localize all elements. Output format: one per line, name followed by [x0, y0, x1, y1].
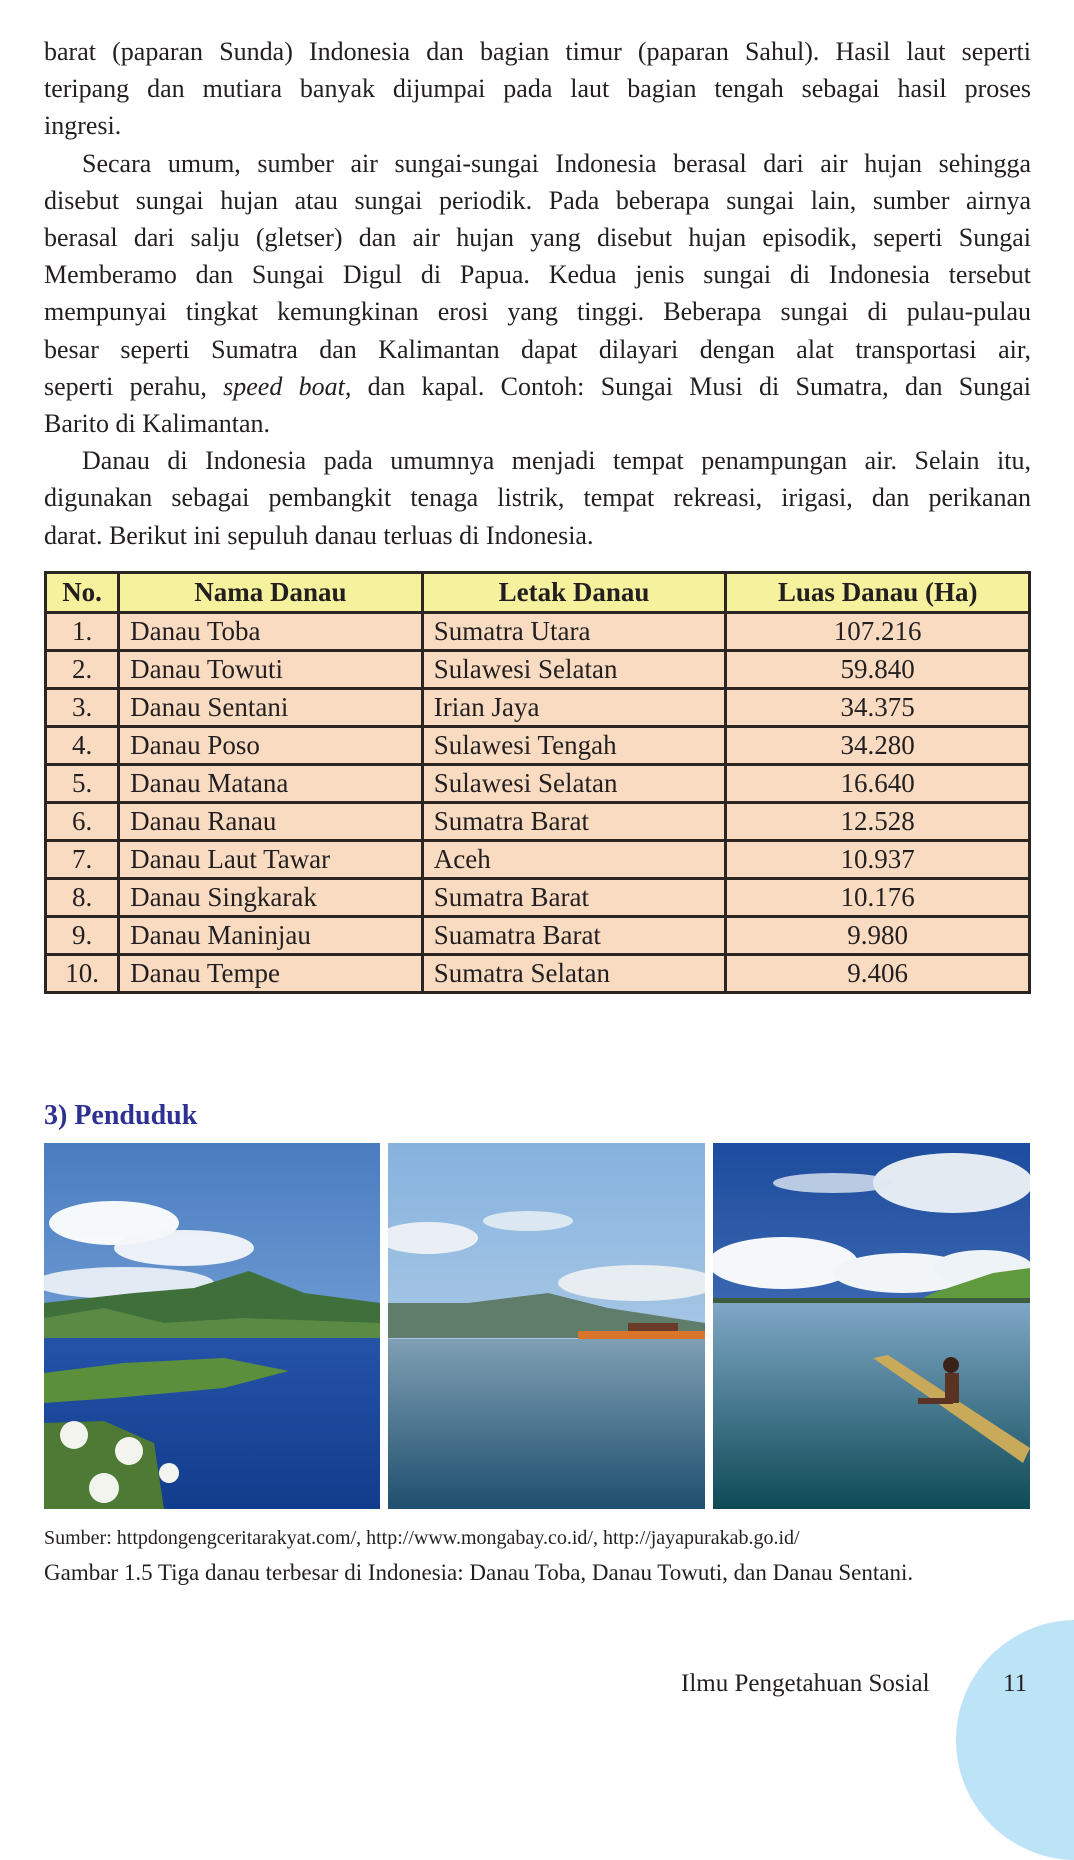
cell-area: 9.406 — [726, 955, 1030, 993]
text-line: teripang dan mutiara banyak dijumpai pada laut bagian tengah sebagai hasil proses — [44, 74, 1031, 104]
cell-name: Danau Singkarak — [119, 879, 423, 917]
figure-caption: Gambar 1.5 Tiga danau terbesar di Indonesia: Danau Toba, Danau Towuti, dan Danau Sentani. — [44, 1560, 914, 1585]
cell-location: Sulawesi Selatan — [422, 651, 726, 689]
lakes-table — [44, 571, 1031, 994]
text-line: Barito di Kalimantan. — [44, 409, 271, 439]
text-line: Memberamo dan Sungai Digul di Papua. Kedua jenis sungai di Indonesia tersebut — [44, 260, 1031, 290]
table-row — [46, 803, 1030, 841]
text-fragment: seperti perahu, — [44, 371, 224, 401]
cell-no: 10. — [46, 955, 119, 993]
table-header-row — [46, 573, 1030, 613]
text-line — [44, 368, 1031, 405]
header-name: Nama Danau — [119, 573, 423, 613]
cell-area: 59.840 — [726, 651, 1030, 689]
cell-area: 12.528 — [726, 803, 1030, 841]
cell-location: Sumatra Utara — [422, 613, 726, 651]
page-number-circle — [956, 1620, 1074, 1860]
paragraph-2 — [44, 145, 1031, 443]
table-row — [46, 765, 1030, 803]
cell-area: 10.937 — [726, 841, 1030, 879]
header-location: Letak Danau — [422, 573, 726, 613]
text-line: barat (paparan Sunda) Indonesia dan bagian timur (paparan Sahul). Hasil laut seperti — [44, 37, 1031, 66]
text-line: disebut sungai hujan atau sungai periodik. Pada beberapa sungai lain, sumber airnya — [44, 185, 1031, 215]
paragraph-1 — [44, 33, 1031, 145]
cell-name: Danau Toba — [119, 613, 423, 651]
text-line: ingresi. — [44, 111, 122, 141]
cell-no: 9. — [46, 917, 119, 955]
cell-no: 4. — [46, 727, 119, 765]
table-row — [46, 651, 1030, 689]
cell-area: 34.280 — [726, 727, 1030, 765]
cell-area: 10.176 — [726, 879, 1030, 917]
cell-name: Danau Tempe — [119, 955, 423, 993]
header-no: No. — [46, 573, 119, 613]
cell-location: Sumatra Selatan — [422, 955, 726, 993]
section-title: 3) Penduduk — [44, 1100, 198, 1131]
table-row — [46, 689, 1030, 727]
cell-no: 8. — [46, 879, 119, 917]
cell-location: Irian Jaya — [422, 689, 726, 727]
figure-source: Sumber: httpdongengceritarakyat.com/, http://www.mongabay.co.id/, http://jayapurakab.go.id/ — [44, 1527, 800, 1549]
table-row — [46, 727, 1030, 765]
text-line: besar seperti Sumatra dan Kalimantan dapat dilayari dengan alat transportasi air, — [44, 334, 1031, 364]
cell-no: 5. — [46, 765, 119, 803]
cell-name: Danau Matana — [119, 765, 423, 803]
cell-name: Danau Towuti — [119, 651, 423, 689]
cell-location: Sulawesi Tengah — [422, 727, 726, 765]
photo-danau-sentani — [713, 1143, 1030, 1509]
cell-area: 34.375 — [726, 689, 1030, 727]
cell-location: Aceh — [422, 841, 726, 879]
text-line: Secara umum, sumber air sungai-sungai Indonesia berasal dari air hujan sehingga — [82, 148, 1031, 178]
header-area: Luas Danau (Ha) — [726, 573, 1030, 613]
page-number: 11 — [1003, 1670, 1028, 1697]
table-row — [46, 613, 1030, 651]
paragraph-3 — [44, 442, 1031, 554]
text-line: mempunyai tingkat kemungkinan erosi yang tinggi. Beberapa sungai di pulau-pulau — [44, 297, 1031, 327]
text-line: berasal dari salju (gletser) dan air hujan yang disebut hujan episodik, seperti Sungai — [44, 223, 1031, 253]
text-line: Danau di Indonesia pada umumnya menjadi tempat penampungan air. Selain itu, — [82, 446, 1031, 476]
italic-term: speed boat, — [223, 371, 352, 401]
cell-name: Danau Laut Tawar — [119, 841, 423, 879]
cell-location: Suamatra Barat — [422, 917, 726, 955]
cell-no: 7. — [46, 841, 119, 879]
cell-name: Danau Ranau — [119, 803, 423, 841]
cell-location: Sumatra Barat — [422, 879, 726, 917]
cell-area: 107.216 — [726, 613, 1030, 651]
table-row — [46, 879, 1030, 917]
photo-danau-toba — [44, 1143, 380, 1509]
text-line: darat. Berikut ini sepuluh danau terluas di Indonesia. — [44, 520, 594, 550]
cell-no: 6. — [46, 803, 119, 841]
photo-danau-towuti — [388, 1143, 705, 1509]
text-fragment: dan kapal. Contoh: Sungai Musi di Sumatra, dan Sungai — [351, 371, 1032, 401]
table-row — [46, 917, 1030, 955]
table-row — [46, 841, 1030, 879]
cell-no: 3. — [46, 689, 119, 727]
footer-book-title: Ilmu Pengetahuan Sosial — [681, 1670, 930, 1697]
cell-name: Danau Sentani — [119, 689, 423, 727]
body-text — [44, 33, 1031, 554]
table-row — [46, 955, 1030, 993]
cell-name: Danau Poso — [119, 727, 423, 765]
cell-no: 2. — [46, 651, 119, 689]
cell-no: 1. — [46, 613, 119, 651]
cell-area: 16.640 — [726, 765, 1030, 803]
cell-location: Sumatra Barat — [422, 803, 726, 841]
text-line: digunakan sebagai pembangkit tenaga listrik, tempat rekreasi, irigasi, dan perikanan — [44, 483, 1031, 513]
cell-location: Sulawesi Selatan — [422, 765, 726, 803]
cell-name: Danau Maninjau — [119, 917, 423, 955]
cell-area: 9.980 — [726, 917, 1030, 955]
